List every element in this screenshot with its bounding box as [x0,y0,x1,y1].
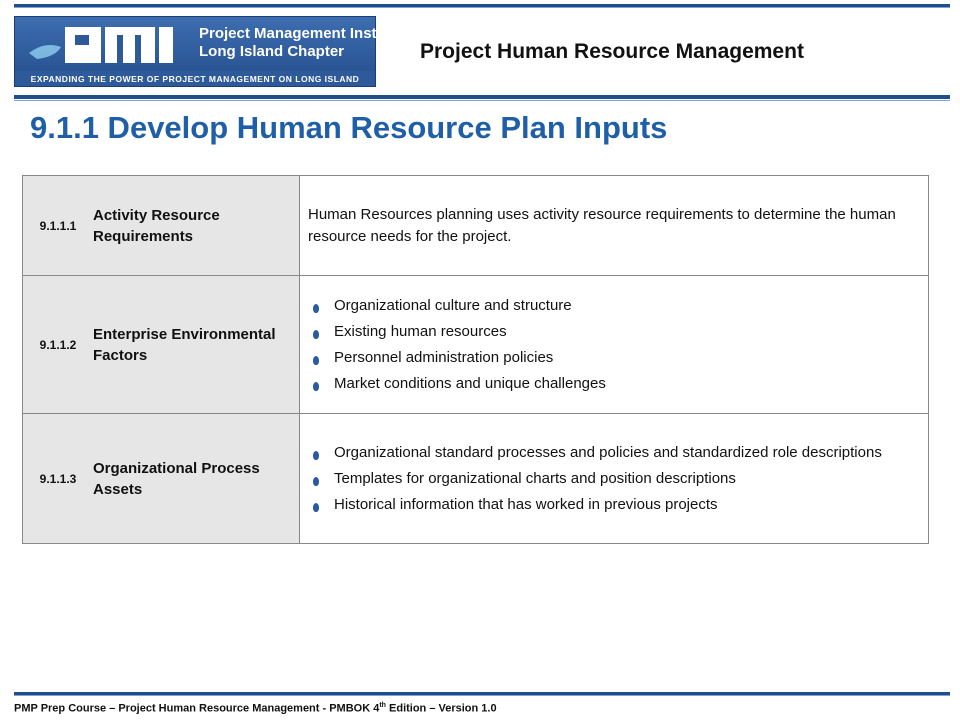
footer-superscript: th [379,702,386,709]
bullet-text: Organizational culture and structure [334,296,572,314]
pmi-logo-banner [14,16,409,87]
list-item [308,348,920,368]
list-item [308,443,920,463]
row-name: Enterprise Environmental Factors [89,276,300,414]
table-row [23,176,929,276]
list-item [308,374,920,394]
footer-text-end: Edition – Version 1.0 [385,702,497,715]
row-number: 9.1.1.1 [23,176,90,276]
bullet-list [308,296,920,394]
bullet-icon [313,304,319,313]
row-description: Human Resources planning uses activity resource requirements to determine the human resource needs for the project. [300,176,929,276]
row-number: 9.1.1.2 [23,276,90,414]
bullet-text: Market conditions and unique challenges [334,374,606,392]
bullet-icon [313,451,319,460]
row-name: Activity Resource Requirements [89,176,300,276]
bullet-text: Organizational standard processes and policies and standardized role descriptions [334,443,882,461]
header-divider-accent [14,100,950,101]
table-row [23,276,929,414]
bullet-text: Personnel administration policies [334,348,554,366]
bullet-list [308,443,920,515]
bullet-text: Existing human resources [334,322,507,340]
bullet-text: Historical information that has worked in previous projects [334,495,718,513]
row-number: 9.1.1.3 [23,414,90,544]
bullet-icon [313,356,319,365]
footer-text-main: PMP Prep Course – Project Human Resource Management - PMBOK 4 [14,702,380,715]
list-item [308,495,920,515]
bullet-icon [313,477,319,486]
bullet-icon [313,503,319,512]
page-title: 9.1.1 Develop Human Resource Plan Inputs [30,110,668,145]
logo-org-name: Project Management Institute [199,25,409,42]
row-name: Organizational Process Assets [89,414,300,544]
list-item [308,469,920,489]
footer-text [14,702,497,715]
bullet-text: Templates for organizational charts and position descriptions [334,469,736,487]
inputs-table [22,175,929,544]
bullet-icon [313,382,319,391]
table-row [23,414,929,544]
bullet-icon [313,330,319,339]
logo-chapter-name: Long Island Chapter [199,43,345,60]
top-rule [14,4,950,8]
list-item [308,296,920,316]
row-bullets [300,414,929,544]
logo-tagline: EXPANDING THE POWER OF PROJECT MANAGEMENT ON LONG ISLAND [30,74,360,84]
list-item [308,322,920,342]
header-divider [14,95,950,99]
footer-divider [14,692,950,696]
header-title: Project Human Resource Management [420,40,804,63]
row-bullets [300,276,929,414]
pmi-logo-icon [25,23,185,67]
